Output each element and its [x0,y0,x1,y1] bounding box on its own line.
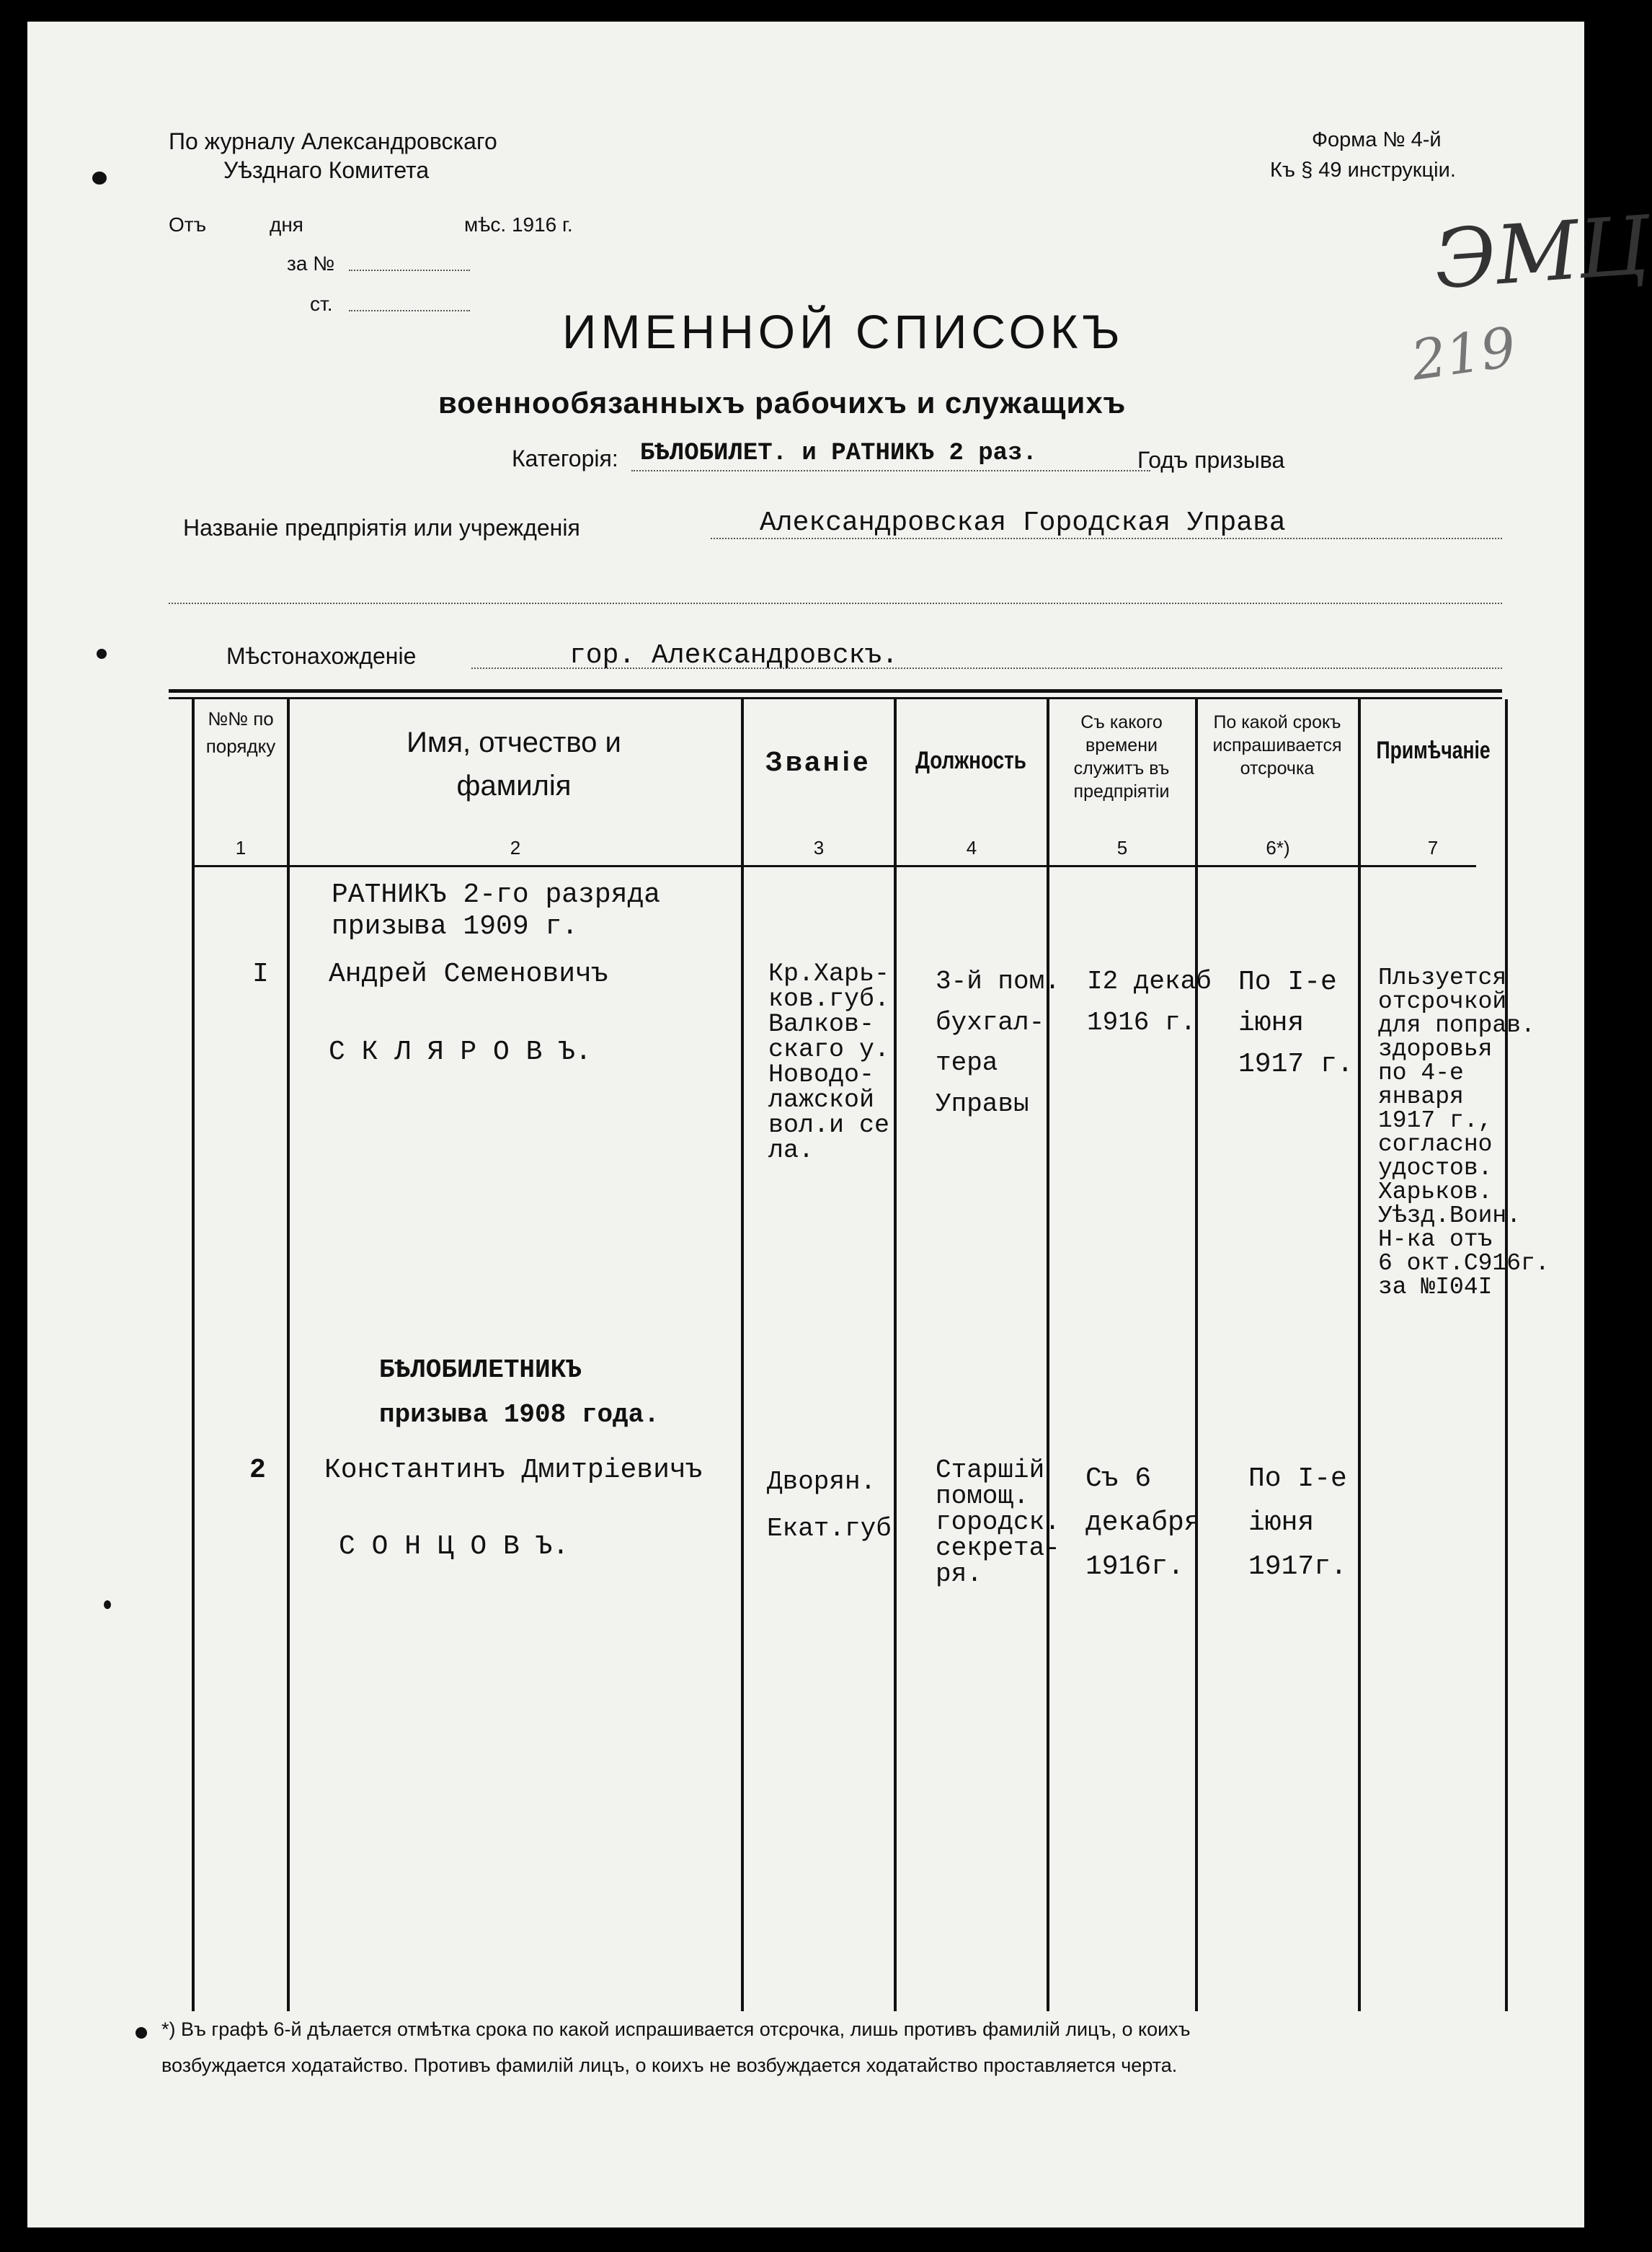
footnote-line-1: *) Въ графѣ 6-й дѣлается отмѣтка срока по какой испрашивается отсрочка, лишь противъ фамилій лицъ, о коихъ [161,2018,1191,2040]
document-page [27,22,1652,2227]
person-position: Старшій помощ. городск. секрета- ря. [936,1455,1060,1589]
form-number: Форма № 4-й [1312,128,1442,151]
column-number: 3 [813,837,825,859]
location-label: Мѣстонахожденіе [226,643,417,669]
section-heading-ratnik: РАТНИКЪ 2-го разряда призыва 1909 г. [332,879,661,943]
person-surname: С О Н Ц О В Ъ. [339,1531,569,1562]
person-rank: Кр.Харь- ков.губ. Валков- скаго у. Новодо- лажской вол.и се ла. [768,959,890,1165]
column-divider [1195,699,1198,2011]
column-number: 2 [510,837,521,859]
service-since: I2 декаб 1916 г. [1087,967,1212,1037]
table-top-rule-2 [169,697,1502,699]
header-col-5: Съ какого времени служитъ въ предпріятіи [1073,712,1170,802]
header-col-2: Имя, отчество и фамилія [407,727,621,802]
journal-line-2: Уѣзднаго Комитета [223,157,430,183]
column-number: 5 [1116,837,1128,859]
column-divider [287,699,290,2011]
category-blank [631,470,1150,471]
column-divider [1358,699,1361,2011]
article-blank [349,310,470,311]
day-label: дня [270,213,303,236]
header-bottom-rule [193,865,1476,867]
column-number: 7 [1427,837,1439,859]
service-since: Съ 6 декабря 1916г. [1085,1463,1201,1582]
column-number: 6*) [1266,837,1290,859]
table-border-right [1505,699,1508,2011]
punch-hole-mark [92,172,107,185]
handwritten-archive-code: ЭМЦ [1431,198,1652,308]
number-label: за № [287,252,335,275]
punch-hole-mark [97,649,107,659]
category-label: Категорія: [512,445,618,471]
location-value: гор. Александровскъ. [569,640,899,671]
header-col-4: Должность [915,747,1026,774]
header-col-1: №№ по порядку [205,708,276,758]
handwritten-page-number: 219 [1407,314,1520,393]
journal-line-1: По журналу Александровскаго [169,128,497,154]
row-number: 2 [249,1455,266,1486]
person-position: 3-й пом. бухгал- тера Управы [936,967,1060,1119]
section-heading-belobiletnik: БѢЛОБИЛЕТНИКЪ призыва 1908 года. [379,1355,660,1429]
institution-extra-blank [169,603,1502,604]
table-top-rule [169,689,1502,693]
category-value: БѢЛОБИЛЕТ. и РАТНИКЪ 2 раз. [640,440,1037,467]
header-col-6: По какой срокъ испрашивается отсрочка [1212,712,1342,779]
row-number: I [252,959,269,990]
number-blank [349,270,470,271]
column-number: 4 [966,837,977,859]
year-label: Годъ призыва [1137,447,1285,473]
document-subtitle: военнообязанныхъ рабочихъ и служащихъ [438,386,1127,420]
person-name: Константинъ Дмитріевичъ [324,1455,703,1486]
header-col-7: Примѣчаніе [1376,737,1491,764]
from-label: Отъ [169,213,207,236]
deferral-term: По I-е іюня 1917 г. [1238,967,1354,1080]
institution-name-value: Александровская Городская Управа [760,507,1286,538]
column-divider [1047,699,1049,2011]
footnote-line-2: возбуждается ходатайство. Противъ фамилій лицъ, о коихъ не возбуждается ходатайство проставляется черта. [161,2054,1178,2076]
header-col-3: Званіе [765,747,871,777]
person-rank: Дворян. Екат.губ [767,1467,892,1543]
punch-hole-mark [104,1600,111,1609]
person-surname: С К Л Я Р О В Ъ. [329,1037,592,1068]
table-border-left [192,699,195,2011]
column-divider [741,699,744,2011]
institution-name-label: Названіе предпріятія или учрежденія [183,515,580,541]
remark: Пльзуется отсрочкой для поправ. здоровья по 4-е января 1917 г., согласно удостов. Харьков. Уѣзд.Воин. Н-ка отъ 6 окт.С916г. за №I04I [1378,965,1550,1300]
month-label: мѣс. 1916 г. [464,213,573,236]
punch-hole-mark [136,2027,147,2039]
document-title: ИМЕННОЙ СПИСОКЪ [562,305,1124,358]
deferral-term: По I-е іюня 1917г. [1248,1463,1347,1582]
column-number: 1 [235,837,247,859]
instruction-reference: Къ § 49 инструкціи. [1270,159,1456,182]
article-label: ст. [310,293,333,315]
column-divider [894,699,897,2011]
person-name: Андрей Семеновичъ [329,959,608,990]
